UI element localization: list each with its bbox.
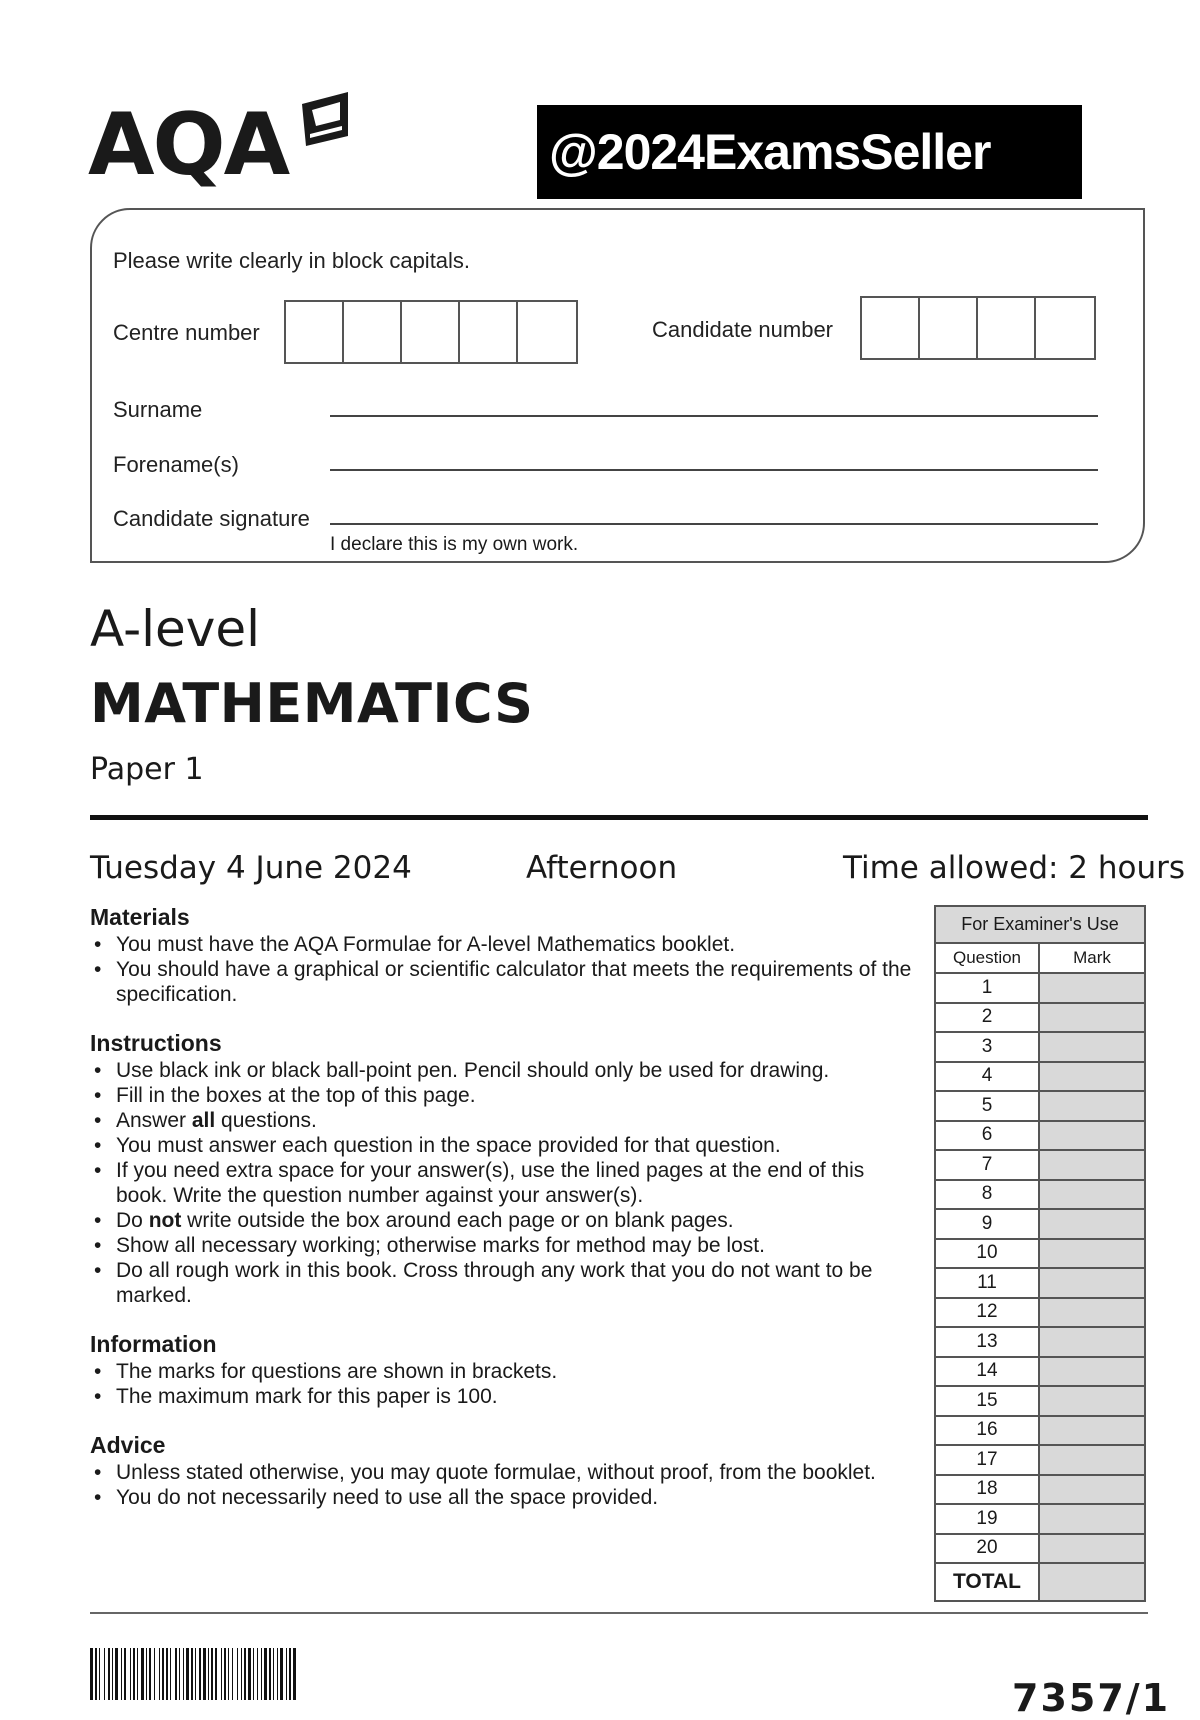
table-row xyxy=(935,1062,1145,1092)
section-title: Advice xyxy=(90,1432,166,1458)
barcode-bar xyxy=(108,1648,110,1700)
barcode-bar xyxy=(175,1648,177,1700)
information-section xyxy=(90,1330,920,1409)
barcode-bar xyxy=(179,1648,180,1700)
table-row xyxy=(935,1032,1145,1062)
forenames-label: Forename(s) xyxy=(113,452,239,477)
list-item: • The maximum mark for this paper is 100. xyxy=(90,1384,920,1409)
question-number: 3 xyxy=(935,1032,1039,1062)
list-item: • You do not necessarily need to use all the space provided. xyxy=(90,1485,920,1510)
section-title: Instructions xyxy=(90,1030,222,1056)
question-number: 12 xyxy=(935,1298,1039,1328)
question-number: 18 xyxy=(935,1475,1039,1505)
surname-label: Surname xyxy=(113,397,203,422)
list-item: • Fill in the boxes at the top of this page. xyxy=(90,1083,920,1108)
mark-cell xyxy=(1039,1534,1145,1564)
advice-section xyxy=(90,1431,920,1510)
barcode-bar xyxy=(195,1648,196,1700)
paper-number: Paper 1 xyxy=(90,752,204,787)
question-number: 9 xyxy=(935,1209,1039,1239)
question-number: 14 xyxy=(935,1357,1039,1387)
paper-code: 7357/1 xyxy=(1012,1676,1171,1720)
barcode-bar xyxy=(253,1648,254,1700)
question-number: 17 xyxy=(935,1445,1039,1475)
question-number: 16 xyxy=(935,1416,1039,1446)
barcode-bar xyxy=(112,1648,113,1700)
digit-box[interactable] xyxy=(518,302,576,362)
text-run: Do xyxy=(116,1209,149,1232)
centre-number-label: Centre number xyxy=(113,320,260,345)
barcode-bar xyxy=(199,1648,201,1700)
barcode-bar xyxy=(154,1648,155,1700)
digit-box[interactable] xyxy=(1036,298,1094,358)
list-item: • Show all necessary working; otherwise marks for method may be lost. xyxy=(90,1233,920,1258)
section-title: Information xyxy=(90,1331,217,1357)
table-row xyxy=(935,973,1145,1003)
mark-cell xyxy=(1039,1150,1145,1180)
list-item: • Unless stated otherwise, you may quote formulae, without proof, from the booklet. xyxy=(90,1460,920,1485)
table-row xyxy=(935,1327,1145,1357)
mark-cell xyxy=(1039,1032,1145,1062)
mark-cell xyxy=(1039,1445,1145,1475)
list-item: • Use black ink or black ball-point pen. Pencil should only be used for drawing. xyxy=(90,1058,920,1083)
list-item xyxy=(90,1208,920,1233)
barcode-bar xyxy=(99,1648,100,1700)
digit-box[interactable] xyxy=(862,298,920,358)
column-header-mark: Mark xyxy=(1039,943,1145,973)
text-run: write outside the box around each page or on blank pages. xyxy=(181,1209,734,1232)
question-number: 4 xyxy=(935,1062,1039,1092)
barcode-bar xyxy=(248,1648,251,1700)
list-item xyxy=(90,1108,920,1133)
table-row xyxy=(935,1150,1145,1180)
total-label: TOTAL xyxy=(935,1563,1039,1601)
barcode-bar xyxy=(215,1648,217,1700)
barcode-bar xyxy=(228,1648,229,1700)
barcode-bar xyxy=(289,1648,291,1700)
exam-date: Tuesday 4 June 2024 xyxy=(90,850,412,886)
block-capitals-instruction: Please write clearly in block capitals. xyxy=(113,248,471,273)
column-header-question: Question xyxy=(935,943,1039,973)
barcode-bar xyxy=(149,1648,151,1700)
qualification-level: A-level xyxy=(90,600,261,658)
table-row xyxy=(935,1003,1145,1033)
table-body xyxy=(935,973,1145,1563)
emphasis: all xyxy=(191,1109,216,1132)
leaf-icon xyxy=(296,90,354,148)
mark-cell xyxy=(1039,1357,1145,1387)
question-number: 7 xyxy=(935,1150,1039,1180)
digit-box[interactable] xyxy=(978,298,1036,358)
barcode-bar xyxy=(280,1648,283,1700)
candidate-number-boxes[interactable] xyxy=(860,296,1096,360)
barcode-bar xyxy=(257,1648,258,1700)
barcode-bar xyxy=(159,1648,160,1700)
centre-number-boxes[interactable] xyxy=(284,300,578,364)
barcode-bar xyxy=(277,1648,278,1700)
exam-session: Afternoon xyxy=(526,850,678,886)
barcode-bar xyxy=(211,1648,213,1700)
barcode-bar xyxy=(90,1648,93,1700)
barcode-bar xyxy=(286,1648,287,1700)
mark-cell xyxy=(1039,1386,1145,1416)
table-row xyxy=(935,1180,1145,1210)
barcode-bar xyxy=(95,1648,97,1700)
table-row xyxy=(935,1239,1145,1269)
barcode-bar xyxy=(183,1648,184,1700)
table-row xyxy=(935,1091,1145,1121)
table-row xyxy=(935,1475,1145,1505)
barcode-bar xyxy=(130,1648,131,1700)
text-run: Answer xyxy=(116,1109,192,1132)
table-row xyxy=(935,1534,1145,1564)
question-number: 8 xyxy=(935,1180,1039,1210)
barcode-bar xyxy=(191,1648,193,1700)
barcode-bar xyxy=(224,1648,226,1700)
barcode-bar xyxy=(133,1648,135,1700)
mark-cell xyxy=(1039,973,1145,1003)
list-item: • Do all rough work in this book. Cross through any work that you do not want to be marked. xyxy=(90,1258,920,1308)
surname-line[interactable] xyxy=(330,415,1098,417)
barcode-bar xyxy=(104,1648,105,1700)
digit-box[interactable] xyxy=(460,302,518,362)
barcode-bar xyxy=(232,1648,233,1700)
question-number: 11 xyxy=(935,1268,1039,1298)
table-row xyxy=(935,1268,1145,1298)
mark-cell xyxy=(1039,1121,1145,1151)
table-row xyxy=(935,1357,1145,1387)
question-number: 19 xyxy=(935,1504,1039,1534)
mark-cell xyxy=(1039,1504,1145,1534)
section-title: Materials xyxy=(90,904,190,930)
signature-label: Candidate signature xyxy=(113,506,310,531)
table-row xyxy=(935,1121,1145,1151)
list-item: • The marks for questions are shown in brackets. xyxy=(90,1359,920,1384)
barcode-bar xyxy=(293,1648,296,1700)
mark-cell xyxy=(1039,1268,1145,1298)
table-row xyxy=(935,1445,1145,1475)
question-number: 2 xyxy=(935,1003,1039,1033)
digit-box[interactable] xyxy=(286,302,344,362)
signature-line[interactable] xyxy=(330,523,1098,525)
materials-section xyxy=(90,903,920,1007)
barcode-bar xyxy=(264,1648,267,1700)
barcode-bar xyxy=(170,1648,171,1700)
mark-cell xyxy=(1039,1091,1145,1121)
table-row xyxy=(935,1386,1145,1416)
barcode-bar xyxy=(146,1648,147,1700)
front-cover-sections xyxy=(90,903,920,1532)
list-item: • You must have the AQA Formulae for A-level Mathematics booklet. xyxy=(90,932,920,957)
table-heading: For Examiner's Use xyxy=(935,906,1145,943)
barcode-bar xyxy=(221,1648,222,1700)
list-item: • If you need extra space for your answer(s), use the lined pages at the end of this book. Write the question number against your answer(s). xyxy=(90,1158,920,1208)
mark-cell xyxy=(1039,1209,1145,1239)
instructions-section xyxy=(90,1029,920,1308)
mark-cell xyxy=(1039,1416,1145,1446)
barcode-bar xyxy=(241,1648,242,1700)
question-number: 10 xyxy=(935,1239,1039,1269)
mark-cell xyxy=(1039,1475,1145,1505)
barcode-bar xyxy=(269,1648,271,1700)
table-row xyxy=(935,1416,1145,1446)
barcode-bar xyxy=(186,1648,189,1700)
text-run: questions. xyxy=(215,1109,317,1132)
barcode-bar xyxy=(273,1648,274,1700)
barcode-bar xyxy=(244,1648,246,1700)
barcode-bar xyxy=(124,1648,126,1700)
question-number: 5 xyxy=(935,1091,1039,1121)
mark-cell xyxy=(1039,1062,1145,1092)
mark-cell xyxy=(1039,1327,1145,1357)
digit-box[interactable] xyxy=(920,298,978,358)
question-number: 6 xyxy=(935,1121,1039,1151)
subject-title: MATHEMATICS xyxy=(90,672,534,735)
barcode-bar xyxy=(121,1648,122,1700)
table-row xyxy=(935,1504,1145,1534)
emphasis: not xyxy=(148,1209,182,1232)
barcode-bar xyxy=(166,1648,168,1700)
mark-cell xyxy=(1039,1180,1145,1210)
question-number: 15 xyxy=(935,1386,1039,1416)
mark-cell xyxy=(1039,1298,1145,1328)
mark-cell xyxy=(1039,1003,1145,1033)
watermark-banner: @2024ExamsSeller xyxy=(537,105,1082,199)
digit-box[interactable] xyxy=(402,302,460,362)
barcode-bar xyxy=(261,1648,262,1700)
digit-box[interactable] xyxy=(344,302,402,362)
barcode-image xyxy=(90,1648,490,1700)
barcode-bar xyxy=(208,1648,209,1700)
examiner-use-table xyxy=(934,905,1146,1602)
divider xyxy=(90,815,1148,820)
list-item: • You should have a graphical or scientific calculator that meets the requirements of the specification. xyxy=(90,957,920,1007)
barcode-bar xyxy=(162,1648,164,1700)
table-row xyxy=(935,1298,1145,1328)
candidate-number-label: Candidate number xyxy=(652,317,834,342)
barcode-bar xyxy=(237,1648,238,1700)
table-row xyxy=(935,1209,1145,1239)
list-item: • You must answer each question in the space provided for that question. xyxy=(90,1133,920,1158)
barcode-bar xyxy=(115,1648,118,1700)
aqa-logo xyxy=(88,90,354,195)
mark-cell xyxy=(1039,1239,1145,1269)
question-number: 13 xyxy=(935,1327,1039,1357)
question-number: 20 xyxy=(935,1534,1039,1564)
declaration-text: I declare this is my own work. xyxy=(330,534,579,555)
barcode-bar xyxy=(141,1648,144,1700)
divider xyxy=(90,1612,1148,1614)
barcode-bar xyxy=(137,1648,138,1700)
logo-text: AQA xyxy=(88,95,289,195)
question-number: 1 xyxy=(935,973,1039,1003)
time-allowed: Time allowed: 2 hours xyxy=(843,850,1186,886)
forenames-line[interactable] xyxy=(330,469,1098,471)
barcode-bar xyxy=(203,1648,206,1700)
total-mark-cell xyxy=(1039,1563,1145,1601)
